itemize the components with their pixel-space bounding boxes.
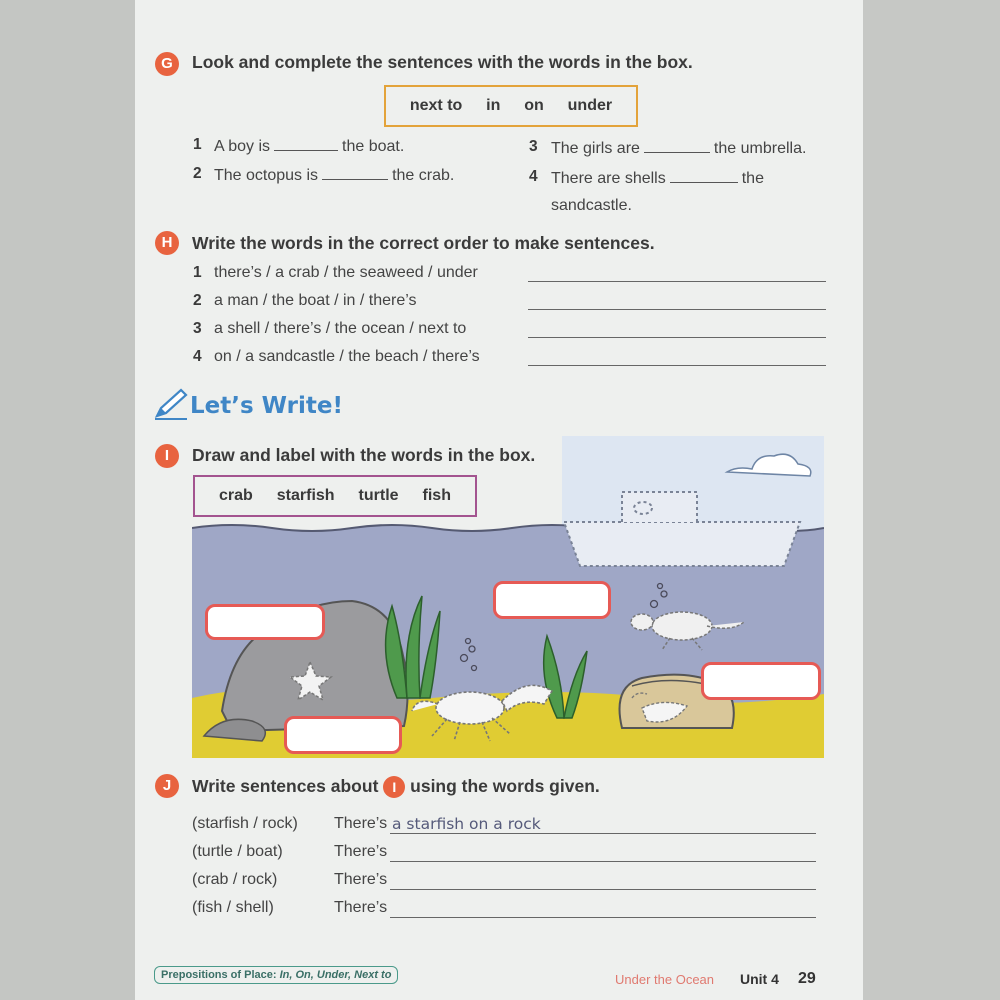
answer-line[interactable] <box>528 337 826 338</box>
sentence-g3 <box>551 138 806 158</box>
sentence-g2 <box>214 165 454 185</box>
scrambled-words: a man / the boat / in / there’s <box>214 292 417 309</box>
answer-blank[interactable] <box>322 165 388 180</box>
word-cue: (crab / rock) <box>192 871 278 888</box>
section-g-title: Look and complete the sentences with the words in the box. <box>192 52 693 72</box>
word-cue: (fish / shell) <box>192 899 274 916</box>
word-cue: (turtle / boat) <box>192 843 283 860</box>
sentence-g1 <box>214 136 404 156</box>
topic-words: In, On, Under, Next to <box>279 969 392 981</box>
sentence-start: There’s <box>334 843 388 860</box>
scrambled-words: on / a sandcastle / the beach / there’s <box>214 348 480 365</box>
sentence-text: the <box>741 170 764 187</box>
section-i-title: Draw and label with the words in the box. <box>192 445 536 465</box>
answer-line[interactable] <box>390 917 816 918</box>
handwritten-answer[interactable]: a starfish on a rock <box>392 815 541 833</box>
sentence-start: There’s <box>334 871 388 888</box>
label-box[interactable] <box>701 662 821 700</box>
sentence-text: A boy is <box>214 138 271 155</box>
item-number: 3 <box>529 138 538 155</box>
item-number: 2 <box>193 292 202 309</box>
section-i-badge: I <box>155 444 179 468</box>
sentence-text: There are shells <box>551 170 666 187</box>
topic-pill <box>154 966 398 984</box>
answer-line[interactable] <box>528 281 826 282</box>
word-box-item: fish <box>422 487 451 504</box>
answer-blank[interactable] <box>274 136 338 151</box>
sentence-text: The octopus is <box>214 167 319 184</box>
label-box[interactable] <box>284 716 402 754</box>
answer-blank[interactable] <box>644 138 710 153</box>
sentence-text: the boat. <box>342 138 405 155</box>
item-number: 1 <box>193 264 202 281</box>
section-g-badge: G <box>155 52 179 76</box>
section-i-reference-badge: I <box>383 776 405 798</box>
pencil-icon <box>153 388 189 420</box>
answer-blank[interactable] <box>670 168 738 183</box>
title-text: using the words given. <box>410 776 600 796</box>
unit-label: Unit 4 <box>740 971 779 987</box>
scrambled-words: there’s / a crab / the seaweed / under <box>214 264 478 281</box>
word-box-item: starfish <box>276 487 335 504</box>
label-box[interactable] <box>205 604 325 640</box>
sentence-text: the crab. <box>392 167 455 184</box>
sentence-text: the umbrella. <box>713 140 807 157</box>
word-box-item: on <box>524 97 544 114</box>
scrambled-words: a shell / there’s / the ocean / next to <box>214 320 467 337</box>
sentence-text: The girls are <box>551 140 640 157</box>
answer-line[interactable] <box>528 365 826 366</box>
title-text: Write sentences about <box>192 776 379 796</box>
item-number: 4 <box>193 348 202 365</box>
answer-line[interactable] <box>528 309 826 310</box>
answer-line[interactable] <box>390 861 816 862</box>
item-number: 3 <box>193 320 202 337</box>
section-h-title: Write the words in the correct order to make sentences. <box>192 233 655 253</box>
sentence-g4-continued: sandcastle. <box>551 197 632 214</box>
section-j-title <box>192 776 600 798</box>
background-right <box>863 0 1000 1000</box>
section-h-badge: H <box>155 231 179 255</box>
answer-line[interactable] <box>390 833 816 834</box>
sentence-g4 <box>551 168 764 188</box>
word-box-item: next to <box>409 97 463 114</box>
item-number: 2 <box>193 165 202 182</box>
page-number: 29 <box>798 970 816 987</box>
label-box[interactable] <box>493 581 611 619</box>
word-box-item: turtle <box>358 487 399 504</box>
word-box-item: in <box>486 97 501 114</box>
item-number: 1 <box>193 136 202 153</box>
word-box-g <box>384 85 638 127</box>
item-number: 4 <box>529 168 538 185</box>
background-left <box>0 0 135 1000</box>
unit-title: Under the Ocean <box>615 972 715 987</box>
answer-line[interactable] <box>390 889 816 890</box>
word-cue: (starfish / rock) <box>192 815 298 832</box>
sentence-start: There’s <box>334 899 388 916</box>
word-box-item: under <box>567 97 613 114</box>
topic-label: Prepositions of Place: <box>161 969 277 981</box>
lets-write-heading: Let’s Write! <box>190 393 343 419</box>
sentence-start: There’s <box>334 815 388 832</box>
word-box-item: crab <box>218 487 253 504</box>
section-j-badge: J <box>155 774 179 798</box>
